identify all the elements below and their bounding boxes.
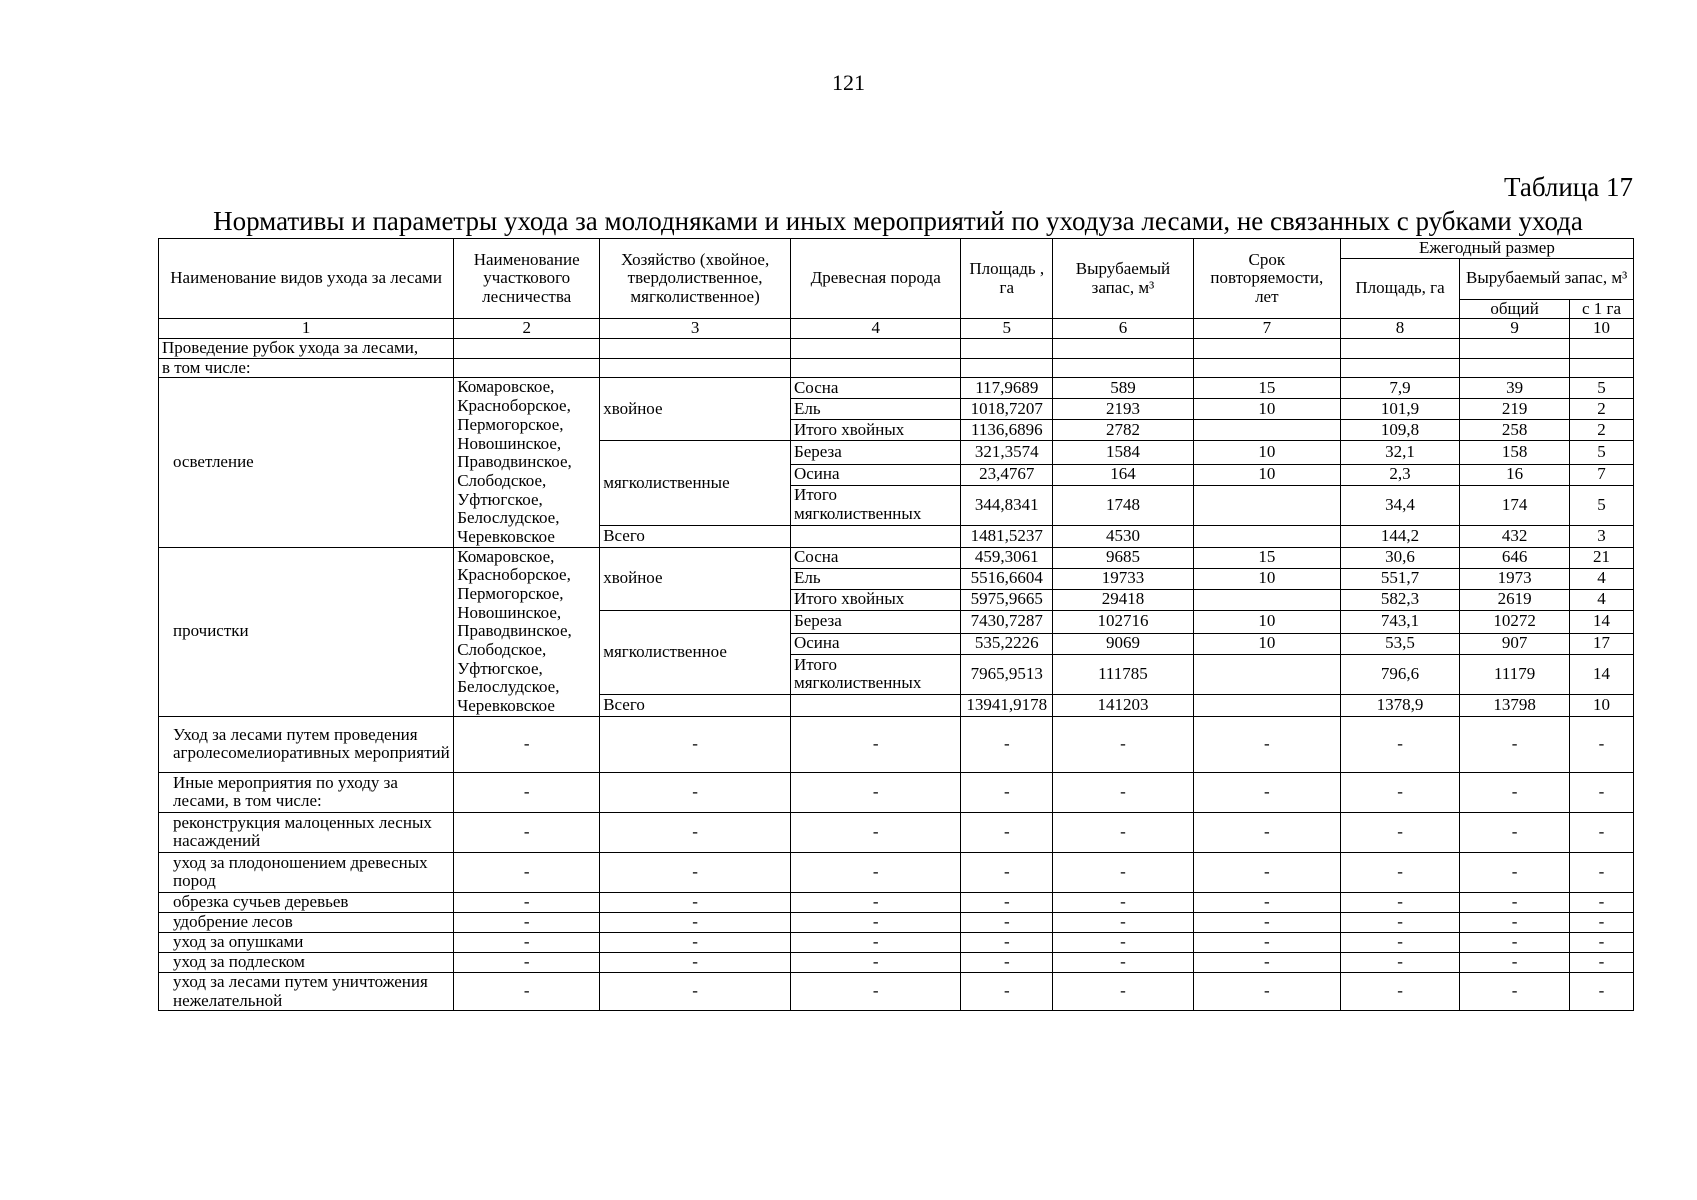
dash-cell: - (1460, 892, 1570, 912)
annual-total-cell: 646 (1460, 547, 1570, 568)
annual-area-cell: 551,7 (1340, 568, 1459, 589)
measure-name: уход за плодоношением древесных пород (159, 852, 454, 892)
measure-name: реконструкция малоценных лесных насаждений (159, 812, 454, 852)
species-cell: Осина (790, 633, 961, 654)
per-ha-cell: 14 (1569, 610, 1633, 633)
dash-cell: - (1460, 952, 1570, 972)
dash-cell: - (1460, 812, 1570, 852)
dash-cell: - (961, 852, 1053, 892)
dash-cell: - (1340, 812, 1459, 852)
species-cell: Итого хвойных (790, 589, 961, 610)
dash-cell: - (600, 772, 791, 812)
species-cell: Итого мягколиственных (790, 654, 961, 694)
annual-area-cell: 144,2 (1340, 525, 1459, 547)
annual-area-cell: 1378,9 (1340, 694, 1459, 716)
header-per-ha: с 1 га (1569, 299, 1633, 319)
table-title: Нормативы и параметры ухода за молодняками и иных мероприятий по уходуза лесами, не связанных с рубками ухода (213, 206, 1583, 236)
area-cell: 7430,7287 (961, 610, 1053, 633)
measure-row (159, 852, 1634, 892)
dash-cell: - (600, 716, 791, 772)
dash-cell: - (1569, 716, 1633, 772)
annual-area-cell: 7,9 (1340, 378, 1459, 399)
dash-cell: - (600, 932, 791, 952)
dash-cell: - (790, 852, 961, 892)
annual-total-cell: 39 (1460, 378, 1570, 399)
dash-cell: - (1193, 952, 1340, 972)
measure-name: обрезка сучьев деревьев (159, 892, 454, 912)
dash-cell: - (600, 892, 791, 912)
area-cell: 117,9689 (961, 378, 1053, 399)
column-number-cell: 6 (1053, 319, 1194, 339)
dash-cell: - (1053, 772, 1194, 812)
species-cell (790, 525, 961, 547)
norms-table (158, 238, 1634, 1011)
column-number-cell: 9 (1460, 319, 1570, 339)
dash-cell: - (1569, 892, 1633, 912)
dash-cell: - (961, 912, 1053, 932)
header-annual-stock: Вырубаемый запас, м³ (1460, 258, 1634, 299)
dash-cell: - (1569, 812, 1633, 852)
period-cell (1193, 485, 1340, 525)
area-cell: 23,4767 (961, 464, 1053, 485)
annual-area-cell: 582,3 (1340, 589, 1459, 610)
header-period: Срок повторяемости, лет (1193, 239, 1340, 319)
column-number-cell: 4 (790, 319, 961, 339)
annual-total-cell: 158 (1460, 441, 1570, 464)
dash-cell: - (600, 912, 791, 932)
dash-cell: - (600, 972, 791, 1010)
species-cell: Осина (790, 464, 961, 485)
per-ha-cell: 17 (1569, 633, 1633, 654)
dash-cell: - (1460, 932, 1570, 952)
area-cell: 5975,9665 (961, 589, 1053, 610)
dash-cell: - (1053, 812, 1194, 852)
dash-cell: - (454, 932, 600, 952)
section-intro-line1: Проведение рубок ухода за лесами, (159, 339, 454, 359)
dash-cell: - (1569, 852, 1633, 892)
annual-area-cell: 109,8 (1340, 420, 1459, 441)
per-ha-cell: 7 (1569, 464, 1633, 485)
dash-cell: - (1193, 892, 1340, 912)
annual-area-cell: 2,3 (1340, 464, 1459, 485)
period-cell: 15 (1193, 547, 1340, 568)
period-cell: 10 (1193, 441, 1340, 464)
dash-cell: - (1053, 972, 1194, 1010)
table-header (159, 239, 1634, 339)
measure-row (159, 932, 1634, 952)
dash-cell: - (454, 912, 600, 932)
dash-cell: - (1053, 716, 1194, 772)
area-cell: 1136,6896 (961, 420, 1053, 441)
column-number-cell: 10 (1569, 319, 1633, 339)
per-ha-cell: 5 (1569, 441, 1633, 464)
dash-cell: - (600, 952, 791, 972)
table-label: Таблица 17 (1504, 172, 1633, 202)
dash-cell: - (1460, 772, 1570, 812)
column-number-cell: 3 (600, 319, 791, 339)
dash-cell: - (961, 892, 1053, 912)
dash-cell: - (790, 812, 961, 852)
dash-cell: - (600, 812, 791, 852)
dash-cell: - (1053, 932, 1194, 952)
per-ha-cell: 10 (1569, 694, 1633, 716)
other-measures-body (159, 716, 1634, 1010)
per-ha-cell: 5 (1569, 485, 1633, 525)
stock-cell: 29418 (1053, 589, 1194, 610)
group-forestries: Комаровское, Красноборское, Пермогорское, Новошинское, Праводвинское, Слободское, Уфтюгское, Белослудское, Черевковское (454, 547, 600, 716)
dash-cell: - (454, 772, 600, 812)
column-number-row (159, 319, 1634, 339)
dash-cell: - (790, 912, 961, 932)
species-cell: Сосна (790, 378, 961, 399)
dash-cell: - (1193, 852, 1340, 892)
dash-cell: - (961, 716, 1053, 772)
dash-cell: - (454, 716, 600, 772)
header-area: Площадь , га (961, 239, 1053, 319)
period-cell: 10 (1193, 633, 1340, 654)
total-label: Всего (600, 525, 791, 547)
dash-cell: - (454, 972, 600, 1010)
species-cell: Береза (790, 610, 961, 633)
area-cell: 344,8341 (961, 485, 1053, 525)
dash-cell: - (1340, 932, 1459, 952)
area-cell: 7965,9513 (961, 654, 1053, 694)
area-cell: 1481,5237 (961, 525, 1053, 547)
annual-area-cell: 796,6 (1340, 654, 1459, 694)
header-economy: Хозяйство (хвойное, твердолиственное, мягколиственное) (600, 239, 791, 319)
species-cell: Береза (790, 441, 961, 464)
species-cell: Сосна (790, 547, 961, 568)
period-cell: 10 (1193, 464, 1340, 485)
dash-cell: - (1193, 772, 1340, 812)
measure-row (159, 912, 1634, 932)
dash-cell: - (961, 972, 1053, 1010)
period-cell (1193, 589, 1340, 610)
dash-cell: - (1340, 716, 1459, 772)
dash-cell: - (454, 852, 600, 892)
measure-row (159, 812, 1634, 852)
per-ha-cell: 3 (1569, 525, 1633, 547)
annual-area-cell: 53,5 (1340, 633, 1459, 654)
economy-label: мягколиственные (600, 441, 791, 525)
dash-cell: - (1053, 952, 1194, 972)
area-cell: 1018,7207 (961, 399, 1053, 420)
measure-name: удобрение лесов (159, 912, 454, 932)
dash-cell: - (1193, 912, 1340, 932)
measure-name: Уход за лесами путем проведения агролесомелиоративных мероприятий (159, 716, 454, 772)
stock-cell: 19733 (1053, 568, 1194, 589)
annual-area-cell: 34,4 (1340, 485, 1459, 525)
annual-total-cell: 2619 (1460, 589, 1570, 610)
period-cell: 10 (1193, 568, 1340, 589)
species-cell: Итого хвойных (790, 420, 961, 441)
dash-cell: - (1340, 772, 1459, 812)
measure-row (159, 972, 1634, 1010)
period-cell: 10 (1193, 399, 1340, 420)
total-label: Всего (600, 694, 791, 716)
dash-cell: - (1193, 812, 1340, 852)
stock-cell: 2782 (1053, 420, 1194, 441)
dash-cell: - (1340, 972, 1459, 1010)
dash-cell: - (1569, 772, 1633, 812)
annual-total-cell: 10272 (1460, 610, 1570, 633)
per-ha-cell: 21 (1569, 547, 1633, 568)
dash-cell: - (790, 716, 961, 772)
dash-cell: - (1053, 852, 1194, 892)
stock-cell: 111785 (1053, 654, 1194, 694)
measure-name: уход за подлеском (159, 952, 454, 972)
period-cell: 10 (1193, 610, 1340, 633)
species-cell: Итого мягколиственных (790, 485, 961, 525)
dash-cell: - (1569, 912, 1633, 932)
dash-cell: - (1340, 852, 1459, 892)
period-cell: 15 (1193, 378, 1340, 399)
annual-total-cell: 258 (1460, 420, 1570, 441)
economy-label: хвойное (600, 378, 791, 441)
stock-cell: 164 (1053, 464, 1194, 485)
group-row (159, 378, 1634, 399)
annual-area-cell: 743,1 (1340, 610, 1459, 633)
dash-cell: - (1193, 972, 1340, 1010)
economy-label: хвойное (600, 547, 791, 610)
annual-total-cell: 11179 (1460, 654, 1570, 694)
dash-cell: - (1460, 716, 1570, 772)
dash-cell: - (454, 892, 600, 912)
dash-cell: - (1053, 892, 1194, 912)
annual-total-cell: 174 (1460, 485, 1570, 525)
column-number-cell: 1 (159, 319, 454, 339)
groups-body (159, 378, 1634, 716)
area-cell: 459,3061 (961, 547, 1053, 568)
measure-row (159, 772, 1634, 812)
page-number: 121 (832, 70, 865, 95)
annual-area-cell: 101,9 (1340, 399, 1459, 420)
per-ha-cell: 5 (1569, 378, 1633, 399)
dash-cell: - (790, 772, 961, 812)
period-cell (1193, 654, 1340, 694)
stock-cell: 2193 (1053, 399, 1194, 420)
dash-cell: - (1340, 912, 1459, 932)
dash-cell: - (454, 812, 600, 852)
annual-area-cell: 32,1 (1340, 441, 1459, 464)
period-cell (1193, 420, 1340, 441)
dash-cell: - (1193, 932, 1340, 952)
header-kind: Наименование видов ухода за лесами (159, 239, 454, 319)
species-cell: Ель (790, 568, 961, 589)
dash-cell: - (961, 932, 1053, 952)
dash-cell: - (1460, 912, 1570, 932)
dash-cell: - (790, 932, 961, 952)
group-row (159, 547, 1634, 568)
dash-cell: - (961, 772, 1053, 812)
header-stock: Вырубаемый запас, м³ (1053, 239, 1194, 319)
stock-cell: 1584 (1053, 441, 1194, 464)
header-annual: Ежегодный размер (1340, 239, 1633, 259)
dash-cell: - (1460, 972, 1570, 1010)
per-ha-cell: 4 (1569, 568, 1633, 589)
group-name: прочистки (159, 547, 454, 716)
period-cell (1193, 694, 1340, 716)
dash-cell: - (1053, 912, 1194, 932)
dash-cell: - (1340, 892, 1459, 912)
species-cell: Ель (790, 399, 961, 420)
section-intro (159, 339, 1634, 378)
stock-cell: 9069 (1053, 633, 1194, 654)
stock-cell: 141203 (1053, 694, 1194, 716)
per-ha-cell: 2 (1569, 420, 1633, 441)
measure-row (159, 892, 1634, 912)
column-number-cell: 2 (454, 319, 600, 339)
area-cell: 5516,6604 (961, 568, 1053, 589)
dash-cell: - (1340, 952, 1459, 972)
dash-cell: - (790, 892, 961, 912)
dash-cell: - (1569, 932, 1633, 952)
header-forestry: Наименование участкового лесничества (454, 239, 600, 319)
dash-cell: - (1460, 852, 1570, 892)
dash-cell: - (1193, 716, 1340, 772)
species-cell (790, 694, 961, 716)
area-cell: 535,2226 (961, 633, 1053, 654)
dash-cell: - (961, 812, 1053, 852)
dash-cell: - (1569, 972, 1633, 1010)
group-forestries: Комаровское, Красноборское, Пермогорское, Новошинское, Праводвинское, Слободское, Уфтюгское, Белослудское, Черевковское (454, 378, 600, 547)
dash-cell: - (454, 952, 600, 972)
measure-name: уход за опушками (159, 932, 454, 952)
stock-cell: 4530 (1053, 525, 1194, 547)
measure-name: Иные мероприятия по уходу за лесами, в том числе: (159, 772, 454, 812)
section-intro-line2: в том числе: (159, 358, 454, 378)
group-name: осветление (159, 378, 454, 547)
per-ha-cell: 14 (1569, 654, 1633, 694)
area-cell: 321,3574 (961, 441, 1053, 464)
per-ha-cell: 2 (1569, 399, 1633, 420)
annual-total-cell: 1973 (1460, 568, 1570, 589)
per-ha-cell: 4 (1569, 589, 1633, 610)
header-species: Древесная порода (790, 239, 961, 319)
measure-row (159, 952, 1634, 972)
dash-cell: - (790, 952, 961, 972)
annual-total-cell: 16 (1460, 464, 1570, 485)
measure-name: уход за лесами путем уничтожения нежелательной (159, 972, 454, 1010)
annual-total-cell: 13798 (1460, 694, 1570, 716)
period-cell (1193, 525, 1340, 547)
economy-label: мягколиственное (600, 610, 791, 694)
stock-cell: 102716 (1053, 610, 1194, 633)
dash-cell: - (1569, 952, 1633, 972)
annual-area-cell: 30,6 (1340, 547, 1459, 568)
annual-total-cell: 907 (1460, 633, 1570, 654)
column-number-cell: 7 (1193, 319, 1340, 339)
header-annual-total: общий (1460, 299, 1570, 319)
dash-cell: - (790, 972, 961, 1010)
dash-cell: - (961, 952, 1053, 972)
header-annual-area: Площадь, га (1340, 258, 1459, 319)
column-number-cell: 8 (1340, 319, 1459, 339)
annual-total-cell: 432 (1460, 525, 1570, 547)
measure-row (159, 716, 1634, 772)
stock-cell: 1748 (1053, 485, 1194, 525)
dash-cell: - (600, 852, 791, 892)
stock-cell: 589 (1053, 378, 1194, 399)
annual-total-cell: 219 (1460, 399, 1570, 420)
column-number-cell: 5 (961, 319, 1053, 339)
area-cell: 13941,9178 (961, 694, 1053, 716)
stock-cell: 9685 (1053, 547, 1194, 568)
